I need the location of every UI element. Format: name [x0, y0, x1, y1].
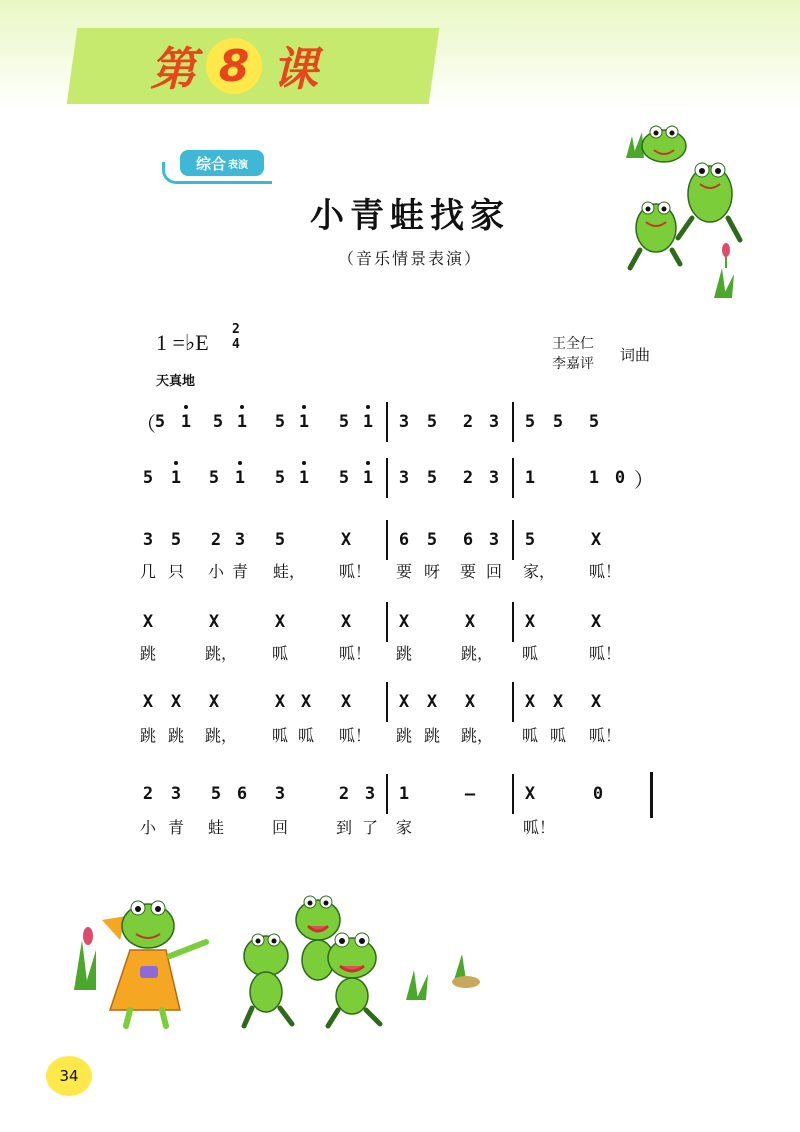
note: 5 [426, 468, 438, 488]
note: X [398, 692, 410, 712]
note: 1 [588, 468, 600, 488]
lyric: 跳 [395, 726, 412, 745]
note: X [300, 692, 312, 712]
lyric: 回 [271, 818, 288, 837]
note: 5 [212, 412, 224, 432]
lyric: 到 [335, 818, 352, 837]
note: 5 [524, 412, 536, 432]
note: 2 [338, 784, 350, 804]
lyric: 要 [395, 562, 412, 581]
note: X [590, 612, 602, 632]
note: X [464, 692, 476, 712]
lyric: 跳 [139, 726, 156, 745]
note: 3 [398, 468, 410, 488]
lesson-title [150, 36, 318, 96]
note: 2 [462, 468, 474, 488]
lyric: 呱！ [339, 644, 372, 663]
lyricist-name: 王全仁 [552, 336, 594, 352]
note: 3 [488, 530, 500, 550]
note: X [590, 530, 602, 550]
note: 5 [426, 412, 438, 432]
note: 5 [338, 412, 350, 432]
note: X [208, 612, 220, 632]
note: X [552, 692, 564, 712]
frog-icon [630, 202, 680, 268]
lesson-prefix: 第 [150, 42, 196, 96]
lyric: 呱 [521, 726, 538, 745]
note: X [340, 530, 352, 550]
bar-line [512, 602, 514, 642]
frog-icon [328, 933, 380, 1026]
lyric: 蛙， [273, 562, 306, 581]
lyric: 跳， [461, 644, 494, 663]
note: 1 [398, 784, 410, 804]
note: 3 [234, 530, 246, 550]
note: 5 [338, 468, 350, 488]
lyric: 跳 [139, 644, 156, 663]
bar-line [386, 602, 388, 642]
note: X [208, 692, 220, 712]
frog-icon [678, 163, 740, 240]
score-row-2 [0, 466, 800, 494]
note: X [398, 612, 410, 632]
lyric: 几 [139, 562, 156, 581]
note: 3 [170, 784, 182, 804]
note: 5 [588, 412, 600, 432]
tempo-marking: 天真地 [156, 374, 196, 389]
score-row-1 [0, 410, 800, 438]
note: 0 [614, 468, 626, 488]
note: 1 [228, 466, 252, 490]
composer-name: 李嘉评 [552, 356, 594, 372]
lyric: 呱 [297, 726, 314, 745]
final-bar-line [650, 772, 653, 818]
note: 3 [274, 784, 286, 804]
lyric: 呱！ [339, 562, 372, 581]
bar-line [512, 458, 514, 498]
lyric: 呱！ [589, 644, 622, 663]
note: X [274, 612, 286, 632]
lesson-number: 8 [206, 38, 262, 94]
credit-roles: 词曲 [620, 346, 651, 364]
note: 2 [142, 784, 154, 804]
section-badge [162, 148, 270, 184]
note: X [590, 692, 602, 712]
lyric: 跳， [205, 726, 238, 745]
note: 5 [274, 530, 286, 550]
lyric: 呱 [521, 644, 538, 663]
note: 2 [462, 412, 474, 432]
lyric: 了 [361, 818, 378, 837]
note: 1 [292, 410, 316, 434]
score-row-4 [0, 610, 800, 638]
lyric: 要 [459, 562, 476, 581]
time-top: 2 [232, 322, 240, 337]
note: 1 [292, 466, 316, 490]
note: 5 [210, 784, 222, 804]
intro-paren-open: （ [136, 412, 156, 436]
page-number: 34 [46, 1056, 92, 1096]
note: 6 [398, 530, 410, 550]
time-signature [232, 322, 240, 352]
bar-line [386, 402, 388, 442]
intro-paren-close: ） [634, 468, 654, 492]
lyrics-row-5 [0, 724, 800, 752]
badge-main: 综合 [195, 154, 226, 173]
lyric: 呱！ [523, 818, 556, 837]
note: 0 [592, 784, 604, 804]
song-subtitle: （音乐情景表演） [337, 249, 482, 268]
note: 5 [426, 530, 438, 550]
score-row-3 [0, 528, 800, 556]
lyric: 小 [207, 562, 224, 581]
note: 6 [236, 784, 248, 804]
note: 5 [274, 412, 286, 432]
key-signature: 1 =♭E [156, 330, 209, 355]
bar-line [512, 774, 514, 814]
frogs-top-illustration [618, 118, 750, 306]
note: 5 [170, 530, 182, 550]
bar-line [386, 520, 388, 560]
note: X [274, 692, 286, 712]
note: 5 [552, 412, 564, 432]
note: X [142, 692, 154, 712]
note: 5 [154, 412, 166, 432]
note: – [464, 784, 476, 804]
lyrics-row-3 [0, 560, 800, 588]
score-row-6 [0, 782, 800, 810]
note: X [524, 612, 536, 632]
flower-icon [83, 927, 93, 945]
note: X [142, 612, 154, 632]
lyric: 呱 [271, 726, 288, 745]
frog-girl-icon [102, 901, 206, 1026]
note: 1 [356, 466, 380, 490]
badge-small: 表演 [228, 159, 248, 171]
note: 1 [174, 410, 198, 434]
lyric: 小 [139, 818, 156, 837]
note: 2 [210, 530, 222, 550]
bar-line [512, 682, 514, 722]
note: X [524, 692, 536, 712]
credits [552, 334, 594, 374]
score-row-5 [0, 690, 800, 718]
bar-line [386, 458, 388, 498]
note: 3 [364, 784, 376, 804]
lyric: 青 [231, 562, 248, 581]
lyric: 青 [167, 818, 184, 837]
note: 5 [208, 468, 220, 488]
note: X [464, 612, 476, 632]
lyric: 家， [523, 562, 556, 581]
note: 3 [488, 412, 500, 432]
lyric: 跳， [461, 726, 494, 745]
frog-icon [642, 126, 686, 162]
lyric: 跳， [205, 644, 238, 663]
note: X [340, 612, 352, 632]
song-title: 小青蛙找家 [310, 196, 510, 236]
note: 1 [356, 410, 380, 434]
lyric: 呱！ [589, 562, 622, 581]
frog-icon [244, 934, 292, 1026]
note: 1 [524, 468, 536, 488]
note: 1 [164, 466, 188, 490]
bar-line [512, 402, 514, 442]
note: 5 [524, 530, 536, 550]
lyric: 呱 [549, 726, 566, 745]
note: 5 [274, 468, 286, 488]
frogs-bottom-illustration [70, 880, 490, 1030]
lyric: 只 [167, 562, 184, 581]
lyric: 跳 [167, 726, 184, 745]
note: 1 [230, 410, 254, 434]
lyric: 跳 [395, 644, 412, 663]
bar-line [386, 774, 388, 814]
bar-line [386, 682, 388, 722]
note: X [524, 784, 536, 804]
lyric: 呱 [271, 644, 288, 663]
lyric: 回 [485, 562, 502, 581]
lyric: 呱！ [339, 726, 372, 745]
note: 3 [488, 468, 500, 488]
lyrics-row-4 [0, 642, 800, 670]
lyric: 家 [395, 818, 412, 837]
lyric: 呱！ [589, 726, 622, 745]
stone-icon [452, 976, 480, 988]
lyric: 呀 [423, 562, 440, 581]
note: X [170, 692, 182, 712]
lyric: 蛙 [207, 818, 224, 837]
note: 5 [142, 468, 154, 488]
lyric: 跳 [423, 726, 440, 745]
lyrics-row-6 [0, 816, 800, 844]
note: 3 [398, 412, 410, 432]
note: 6 [462, 530, 474, 550]
note: X [340, 692, 352, 712]
bar-line [512, 520, 514, 560]
time-bottom: 4 [232, 337, 240, 352]
note: X [426, 692, 438, 712]
lesson-suffix: 课 [272, 42, 318, 96]
note: 3 [142, 530, 154, 550]
